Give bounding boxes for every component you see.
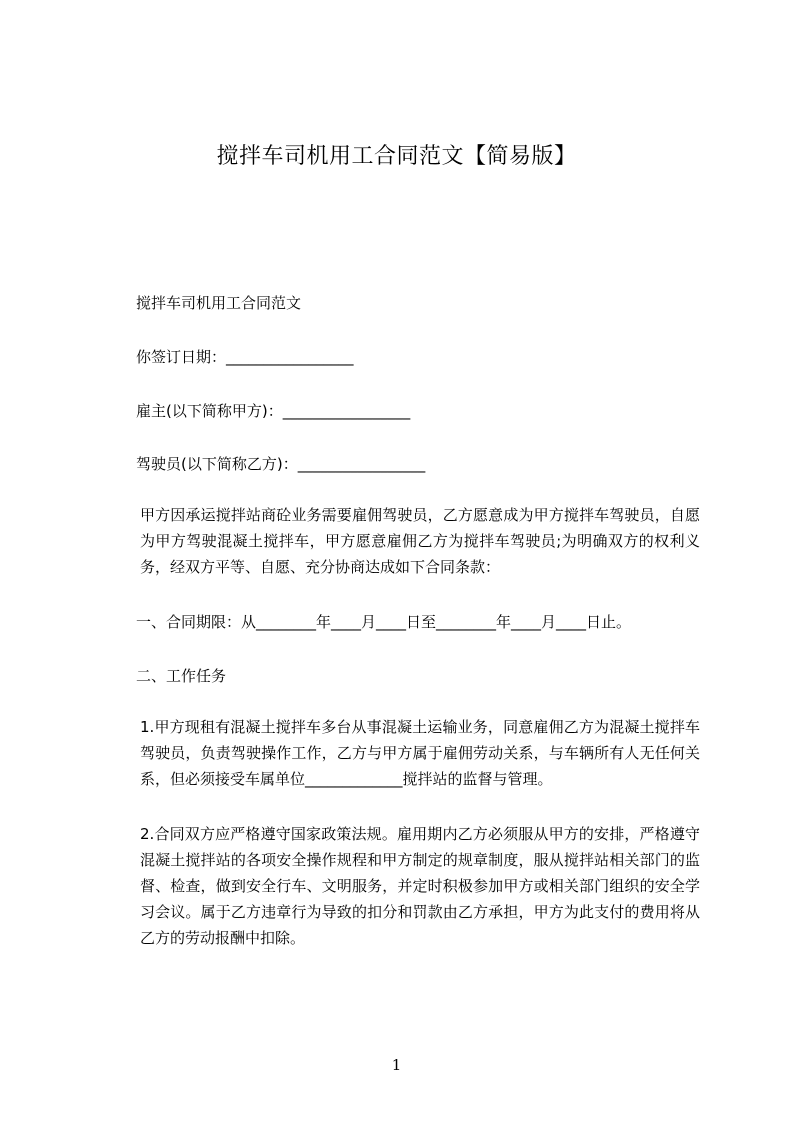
- driver-line: 驾驶员(以下简称乙方)：_________________: [136, 455, 426, 473]
- subtitle: 搅拌车司机用工合同范文: [136, 294, 302, 312]
- employer-line: 雇主(以下简称甲方)：_________________: [136, 402, 411, 420]
- clause-2: [106, 821, 700, 951]
- section-heading-work: 二、工作任务: [136, 667, 227, 685]
- intro-text: 甲方因承运搅拌站商砼业务需要雇佣驾驶员，乙方愿意成为甲方搅拌车驾驶员，自愿为甲方驾驶混凝土搅拌车，甲方愿意雇佣乙方为搅拌车驾驶员;为明确双方的权利义务，经双方平等、自愿、充分协商达成如下合同条款：: [140, 506, 700, 576]
- document-title: 搅拌车司机用工合同范文【简易版】: [216, 144, 577, 169]
- clause-1-text: 1.甲方现租有混凝土搅拌车多台从事混凝土运输业务，同意雇佣乙方为混凝土搅拌车驾驶员，负责驾驶操作工作，乙方与甲方属于雇佣劳动关系，与车辆所有人无任何关系，但必须接受车属单位_____________搅拌站的监督与管理。: [140, 718, 700, 788]
- intro-paragraph: [106, 502, 700, 580]
- contract-term-line: 一、合同期限：从________年____月____日至________年____月____日止。: [136, 613, 632, 631]
- sign-date-line: 你签订日期：_________________: [136, 348, 354, 366]
- page-number: 1: [391, 1056, 402, 1074]
- clause-1: [106, 714, 700, 792]
- clause-2-text: 2.合同双方应严格遵守国家政策法规。雇用期内乙方必须服从甲方的安排，严格遵守混凝土搅拌站的各项安全操作规程和甲方制定的规章制度，服从搅拌站相关部门的监督、检查，做到安全行车、文明服务，并定时积极参加甲方或相关部门组织的安全学习会议。属于乙方违章行为导致的扣分和罚款由乙方承担，甲方为此支付的费用将从乙方的劳动报酬中扣除。: [140, 825, 700, 947]
